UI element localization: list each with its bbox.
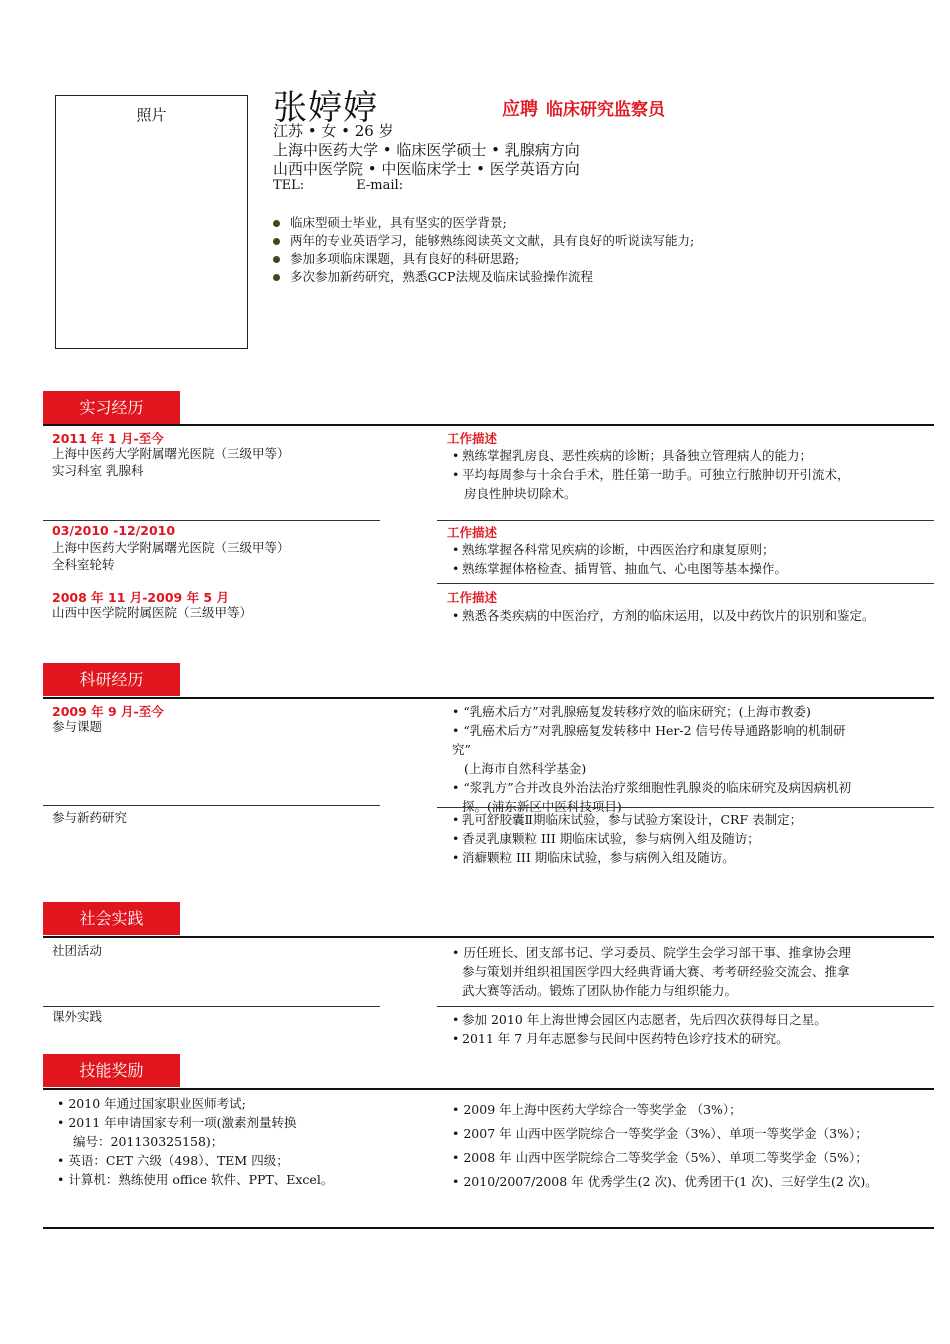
list-item: • 2010/2007/2008 年 优秀学生(2 次)、优秀团干(1 次)、三好学生(2 次)。 bbox=[452, 1174, 878, 1189]
email-label: E-mail: bbox=[356, 178, 404, 193]
section-tab-social: 社会实践 bbox=[43, 902, 180, 935]
entry-hospital: 上海中医药大学附属曙光医院（三级甲等） bbox=[52, 540, 290, 555]
entry-department: 实习科室 乳腺科 bbox=[52, 463, 144, 478]
list-item: 武大赛等活动。锻炼了团队协作能力与组织能力。 bbox=[462, 983, 738, 998]
list-item: • 2010 年通过国家职业医师考试; bbox=[57, 1096, 246, 1111]
section-tab-skills: 技能奖励 bbox=[43, 1054, 180, 1087]
list-item: • 2011 年 7 月年志愿参与民间中医药特色诊疗技术的研究。 bbox=[452, 1031, 789, 1046]
entry-divider bbox=[43, 1006, 380, 1007]
bullet-icon bbox=[273, 274, 280, 281]
apply-position bbox=[502, 95, 665, 121]
entry-date: 2009 年 9 月-至今 bbox=[52, 704, 164, 719]
section-tab-internship: 实习经历 bbox=[43, 391, 180, 424]
list-item: • 历任班长、团支部书记、学习委员、院学生会学习部干事、推拿协会理 bbox=[452, 945, 851, 960]
work-desc-list bbox=[452, 540, 787, 578]
list-item: • “乳癌术后方”对乳腺癌复发转移疗效的临床研究；(上海市教委) bbox=[452, 704, 811, 719]
section-tab-research: 科研经历 bbox=[43, 663, 180, 696]
entry-divider bbox=[437, 520, 934, 521]
list-item: • 2008 年 山西中医学院综合二等奖学金（5%）、单项二等奖学金（5%）； bbox=[452, 1150, 868, 1165]
entry-date: 2008 年 11 月-2009 年 5 月 bbox=[52, 590, 229, 605]
section-divider bbox=[43, 1088, 934, 1090]
list-item: • “乳癌术后方”对乳腺癌复发转移中 Her-2 信号传导通路影响的机制研 bbox=[452, 723, 846, 738]
entry-date: 03/2010 -12/2010 bbox=[52, 523, 176, 538]
master-degree-info: 上海中医药大学 • 临床医学硕士 • 乳腺病方向 bbox=[273, 141, 580, 159]
skills-list bbox=[57, 1094, 333, 1189]
list-item: • 熟练掌握体格检查、插胃管、抽血气、心电图等基本操作。 bbox=[452, 561, 788, 576]
list-item: 房良性肿块切除术。 bbox=[464, 486, 577, 501]
list-item: 探。(浦东新区中医科技项目) bbox=[462, 799, 622, 814]
list-item: (上海市自然科学基金) bbox=[464, 761, 587, 776]
bullet-icon bbox=[273, 238, 280, 245]
position-title: 临床研究监察员 bbox=[546, 100, 665, 120]
entry-hospital: 山西中医学院附属医院（三级甲等） bbox=[52, 605, 253, 620]
footer-divider bbox=[43, 1227, 934, 1229]
outside-practice-label: 课外实践 bbox=[52, 1009, 103, 1024]
list-item: • 计算机：熟练使用 office 软件、PPT、Excel。 bbox=[57, 1172, 334, 1187]
section-divider bbox=[43, 697, 934, 699]
work-desc-list bbox=[452, 606, 875, 625]
list-item: • 消癖颗粒 III 期临床试验，参与病例入组及随访。 bbox=[452, 850, 735, 865]
entry-divider bbox=[437, 1006, 934, 1007]
project-label: 参与课题 bbox=[52, 719, 103, 734]
list-item: • 熟悉各类疾病的中医治疗，方剂的临床运用，以及中药饮片的识别和鉴定。 bbox=[452, 608, 875, 623]
list-item: • 乳可舒胶囊Ⅱ期临床试验，参与试验方案设计，CRF 表制定； bbox=[452, 812, 803, 827]
list-item: • 2007 年 山西中医学院综合一等奖学金（3%）、单项一等奖学金（3%）； bbox=[452, 1126, 868, 1141]
list-item: • 2011 年申请国家专利一项(激素剂量转换 bbox=[57, 1115, 297, 1130]
list-item: • 参加 2010 年上海世博会园区内志愿者，先后四次获得每日之星。 bbox=[452, 1012, 827, 1027]
entry-department: 全科室轮转 bbox=[52, 557, 115, 572]
bachelor-degree-info: 山西中医学院 • 中医临床学士 • 医学英语方向 bbox=[273, 160, 580, 178]
bullet-icon bbox=[273, 220, 280, 227]
work-desc-title: 工作描述 bbox=[447, 431, 498, 446]
list-item: 编号：201130325158)； bbox=[73, 1134, 224, 1149]
entry-divider bbox=[437, 583, 934, 584]
bullet-icon bbox=[273, 256, 280, 263]
new-drug-list bbox=[452, 810, 802, 867]
list-item: • 2009 年上海中医药大学综合一等奖学金 （3%）； bbox=[452, 1102, 742, 1117]
list-item: 究” bbox=[452, 742, 471, 757]
club-label: 社团活动 bbox=[52, 943, 103, 958]
entry-date: 2011 年 1 月-至今 bbox=[52, 431, 164, 446]
list-item: • 熟练掌握各科常见疾病的诊断，中西医治疗和康复原则； bbox=[452, 542, 775, 557]
entry-hospital: 上海中医药大学附属曙光医院（三级甲等） bbox=[52, 446, 290, 461]
candidate-name: 张婷婷 bbox=[273, 88, 378, 128]
photo-placeholder bbox=[55, 95, 248, 349]
list-item: • 香灵乳康颗粒 III 期临床试验，参与病例入组及随访； bbox=[452, 831, 760, 846]
new-drug-label: 参与新药研究 bbox=[52, 810, 128, 825]
list-item: • 熟练掌握乳房良、恶性疾病的诊断；具备独立管理病人的能力； bbox=[452, 448, 813, 463]
summary-item: 两年的专业英语学习，能够熟练阅读英文文献，具有良好的听说读写能力; bbox=[273, 232, 694, 250]
tel-label: TEL: bbox=[273, 178, 305, 193]
contact-line bbox=[273, 178, 403, 193]
outside-practice-list bbox=[452, 1010, 827, 1048]
list-item: 参与策划并组织祖国医学四大经典背诵大赛、考考研经验交流会、推拿 bbox=[462, 964, 850, 979]
work-desc-list bbox=[452, 446, 850, 503]
list-item: • 英语：CET 六级（498）、TEM 四级； bbox=[57, 1153, 289, 1168]
summary-item: 临床型硕士毕业，具有坚实的医学背景; bbox=[273, 214, 694, 232]
work-desc-title: 工作描述 bbox=[447, 525, 498, 540]
awards-list bbox=[452, 1098, 878, 1194]
section-divider bbox=[43, 936, 934, 938]
photo-label: 照片 bbox=[136, 106, 167, 124]
club-list bbox=[452, 943, 851, 1000]
personal-info: 江苏 • 女 • 26 岁 bbox=[273, 122, 394, 140]
list-item: • “浆乳方”合并改良外治法治疗浆细胞性乳腺炎的临床研究及病因病机初 bbox=[452, 780, 852, 795]
apply-label: 应聘 bbox=[502, 99, 538, 120]
section-divider bbox=[43, 424, 934, 426]
list-item: • 平均每周参与十余台手术，胜任第一助手。可独立行脓肿切开引流术， bbox=[452, 467, 850, 482]
summary-list bbox=[273, 214, 694, 286]
entry-divider bbox=[437, 807, 934, 808]
work-desc-title: 工作描述 bbox=[447, 590, 498, 605]
entry-divider bbox=[43, 805, 380, 806]
project-list bbox=[452, 702, 851, 816]
summary-item: 参加多项临床课题，具有良好的科研思路; bbox=[273, 250, 694, 268]
summary-item: 多次参加新药研究，熟悉GCP法规及临床试验操作流程 bbox=[273, 268, 694, 286]
entry-divider bbox=[43, 520, 380, 521]
